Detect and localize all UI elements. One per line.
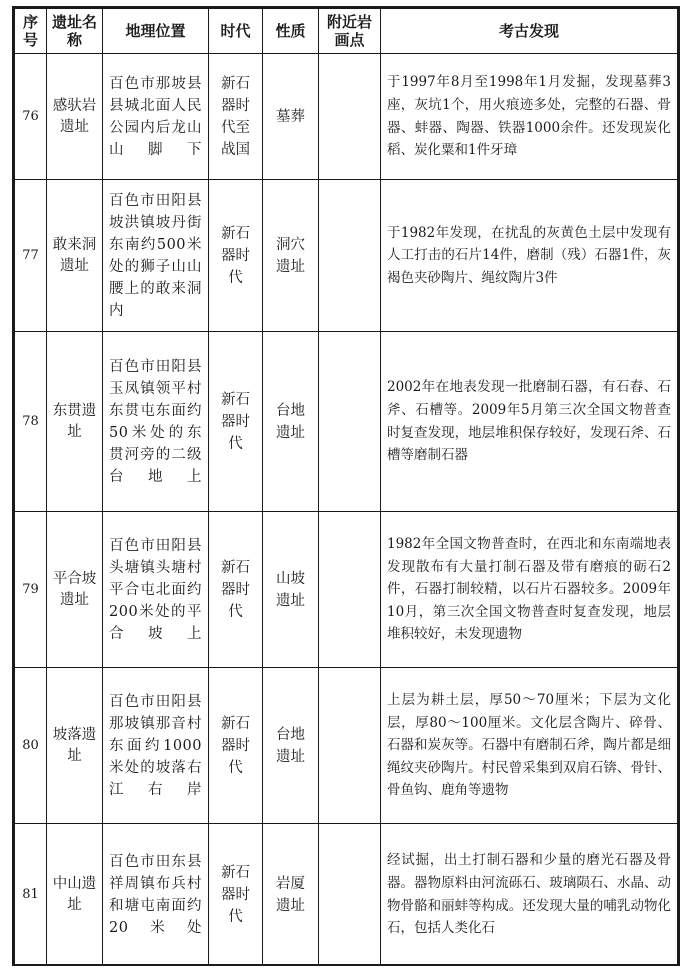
cell-site-name: 坡落遗址 (47, 668, 103, 824)
cell-findings: 1982年全国文物普查时，在西北和东南端地表发现散布有大量打制石器及带有磨痕的砺石2件，石器打制较精，以石片石器较多。2009年10月，第三次全国文物普查时复查发现，地层堆积较好，未发现遗物 (381, 512, 678, 668)
cell-index: 79 (15, 512, 47, 668)
table-row (15, 824, 678, 966)
table-row (15, 668, 678, 824)
cell-location: 百色市田东县祥周镇布兵村和塘屯南面约20米处 (103, 824, 209, 966)
table-row (15, 332, 678, 512)
cell-index: 77 (15, 180, 47, 332)
cell-rock-art (319, 668, 381, 824)
cell-findings: 于1997年8月至1998年1月发掘，发现墓葬3座，灰坑1个，用火痕迹多处，完整的石器、骨器、蚌器、陶器、铁器1000余件。还发现炭化稻、炭化粟和1件牙璋 (381, 54, 678, 180)
cell-nature: 山坡遗址 (263, 512, 319, 668)
cell-era: 新石器时代 (209, 180, 263, 332)
cell-location: 百色市那坡县县城北面人民公园内后龙山山脚下 (103, 54, 209, 180)
cell-findings: 2002年在地表发现一批磨制石器，有石舂、石斧、石槽等。2009年5月第三次全国文物普查时复查发现，地层堆积保存较好，发现石斧、石槽等磨制石器 (381, 332, 678, 512)
cell-site-name: 感驮岩遗址 (47, 54, 103, 180)
table-body (15, 54, 678, 966)
table-row (15, 180, 678, 332)
cell-era: 新石器时代至战国 (209, 54, 263, 180)
header-rock-art: 附近岩画点 (319, 9, 381, 54)
header-findings: 考古发现 (381, 9, 678, 54)
cell-era: 新石器时代 (209, 824, 263, 966)
cell-nature: 台地遗址 (263, 668, 319, 824)
cell-rock-art (319, 180, 381, 332)
cell-location: 百色市田阳县那坡镇那音村东面约1000米处的坡落右江右岸 (103, 668, 209, 824)
cell-era: 新石器时代 (209, 512, 263, 668)
cell-index: 81 (15, 824, 47, 966)
cell-index: 78 (15, 332, 47, 512)
cell-rock-art (319, 824, 381, 966)
cell-rock-art (319, 332, 381, 512)
header-index: 序号 (15, 9, 47, 54)
cell-site-name: 东贯遗址 (47, 332, 103, 512)
table-row (15, 54, 678, 180)
cell-index: 80 (15, 668, 47, 824)
archaeological-sites-table (14, 8, 678, 966)
cell-findings: 上层为耕土层，厚50～70厘米；下层为文化层，厚80～100厘米。文化层含陶片、碎骨、石器和炭灰等。石器中有磨制石斧，陶片都是细绳纹夹砂陶片。村民曾采集到双肩石锛、骨针、骨鱼钩、鹿角等遗物 (381, 668, 678, 824)
cell-nature: 台地遗址 (263, 332, 319, 512)
table-row (15, 512, 678, 668)
header-row (15, 9, 678, 54)
cell-nature: 洞穴遗址 (263, 180, 319, 332)
header-nature: 性质 (263, 9, 319, 54)
cell-findings: 于1982年发现，在扰乱的灰黄色土层中发现有人工打击的石片14件，磨制（残）石器1件，灰褐色夹砂陶片、绳纹陶片3件 (381, 180, 678, 332)
cell-nature: 墓葬 (263, 54, 319, 180)
header-era: 时代 (209, 9, 263, 54)
cell-location: 百色市田阳县坡洪镇坡丹街东南约500米处的狮子山山腰上的敢来洞内 (103, 180, 209, 332)
cell-rock-art (319, 512, 381, 668)
cell-site-name: 中山遗址 (47, 824, 103, 966)
table-header (15, 9, 678, 54)
cell-site-name: 平合坡遗址 (47, 512, 103, 668)
cell-location: 百色市田阳县玉凤镇领平村东贯屯东面约50米处的东贯河旁的二级台地上 (103, 332, 209, 512)
cell-site-name: 敢来洞遗址 (47, 180, 103, 332)
cell-nature: 岩厦遗址 (263, 824, 319, 966)
cell-location: 百色市田阳县头塘镇头塘村平合屯北面约200米处的平合坡上 (103, 512, 209, 668)
cell-rock-art (319, 54, 381, 180)
cell-findings: 经试掘，出土打制石器和少量的磨光石器及骨器。器物原料由河流砾石、玻璃陨石、水晶、动物骨骼和丽蚌等构成。还发现大量的哺乳动物化石，包括人类化石 (381, 824, 678, 966)
header-location: 地理位置 (103, 9, 209, 54)
header-site-name: 遗址名称 (47, 9, 103, 54)
cell-era: 新石器时代 (209, 332, 263, 512)
sites-table-frame (12, 6, 680, 966)
cell-index: 76 (15, 54, 47, 180)
cell-era: 新石器时代 (209, 668, 263, 824)
